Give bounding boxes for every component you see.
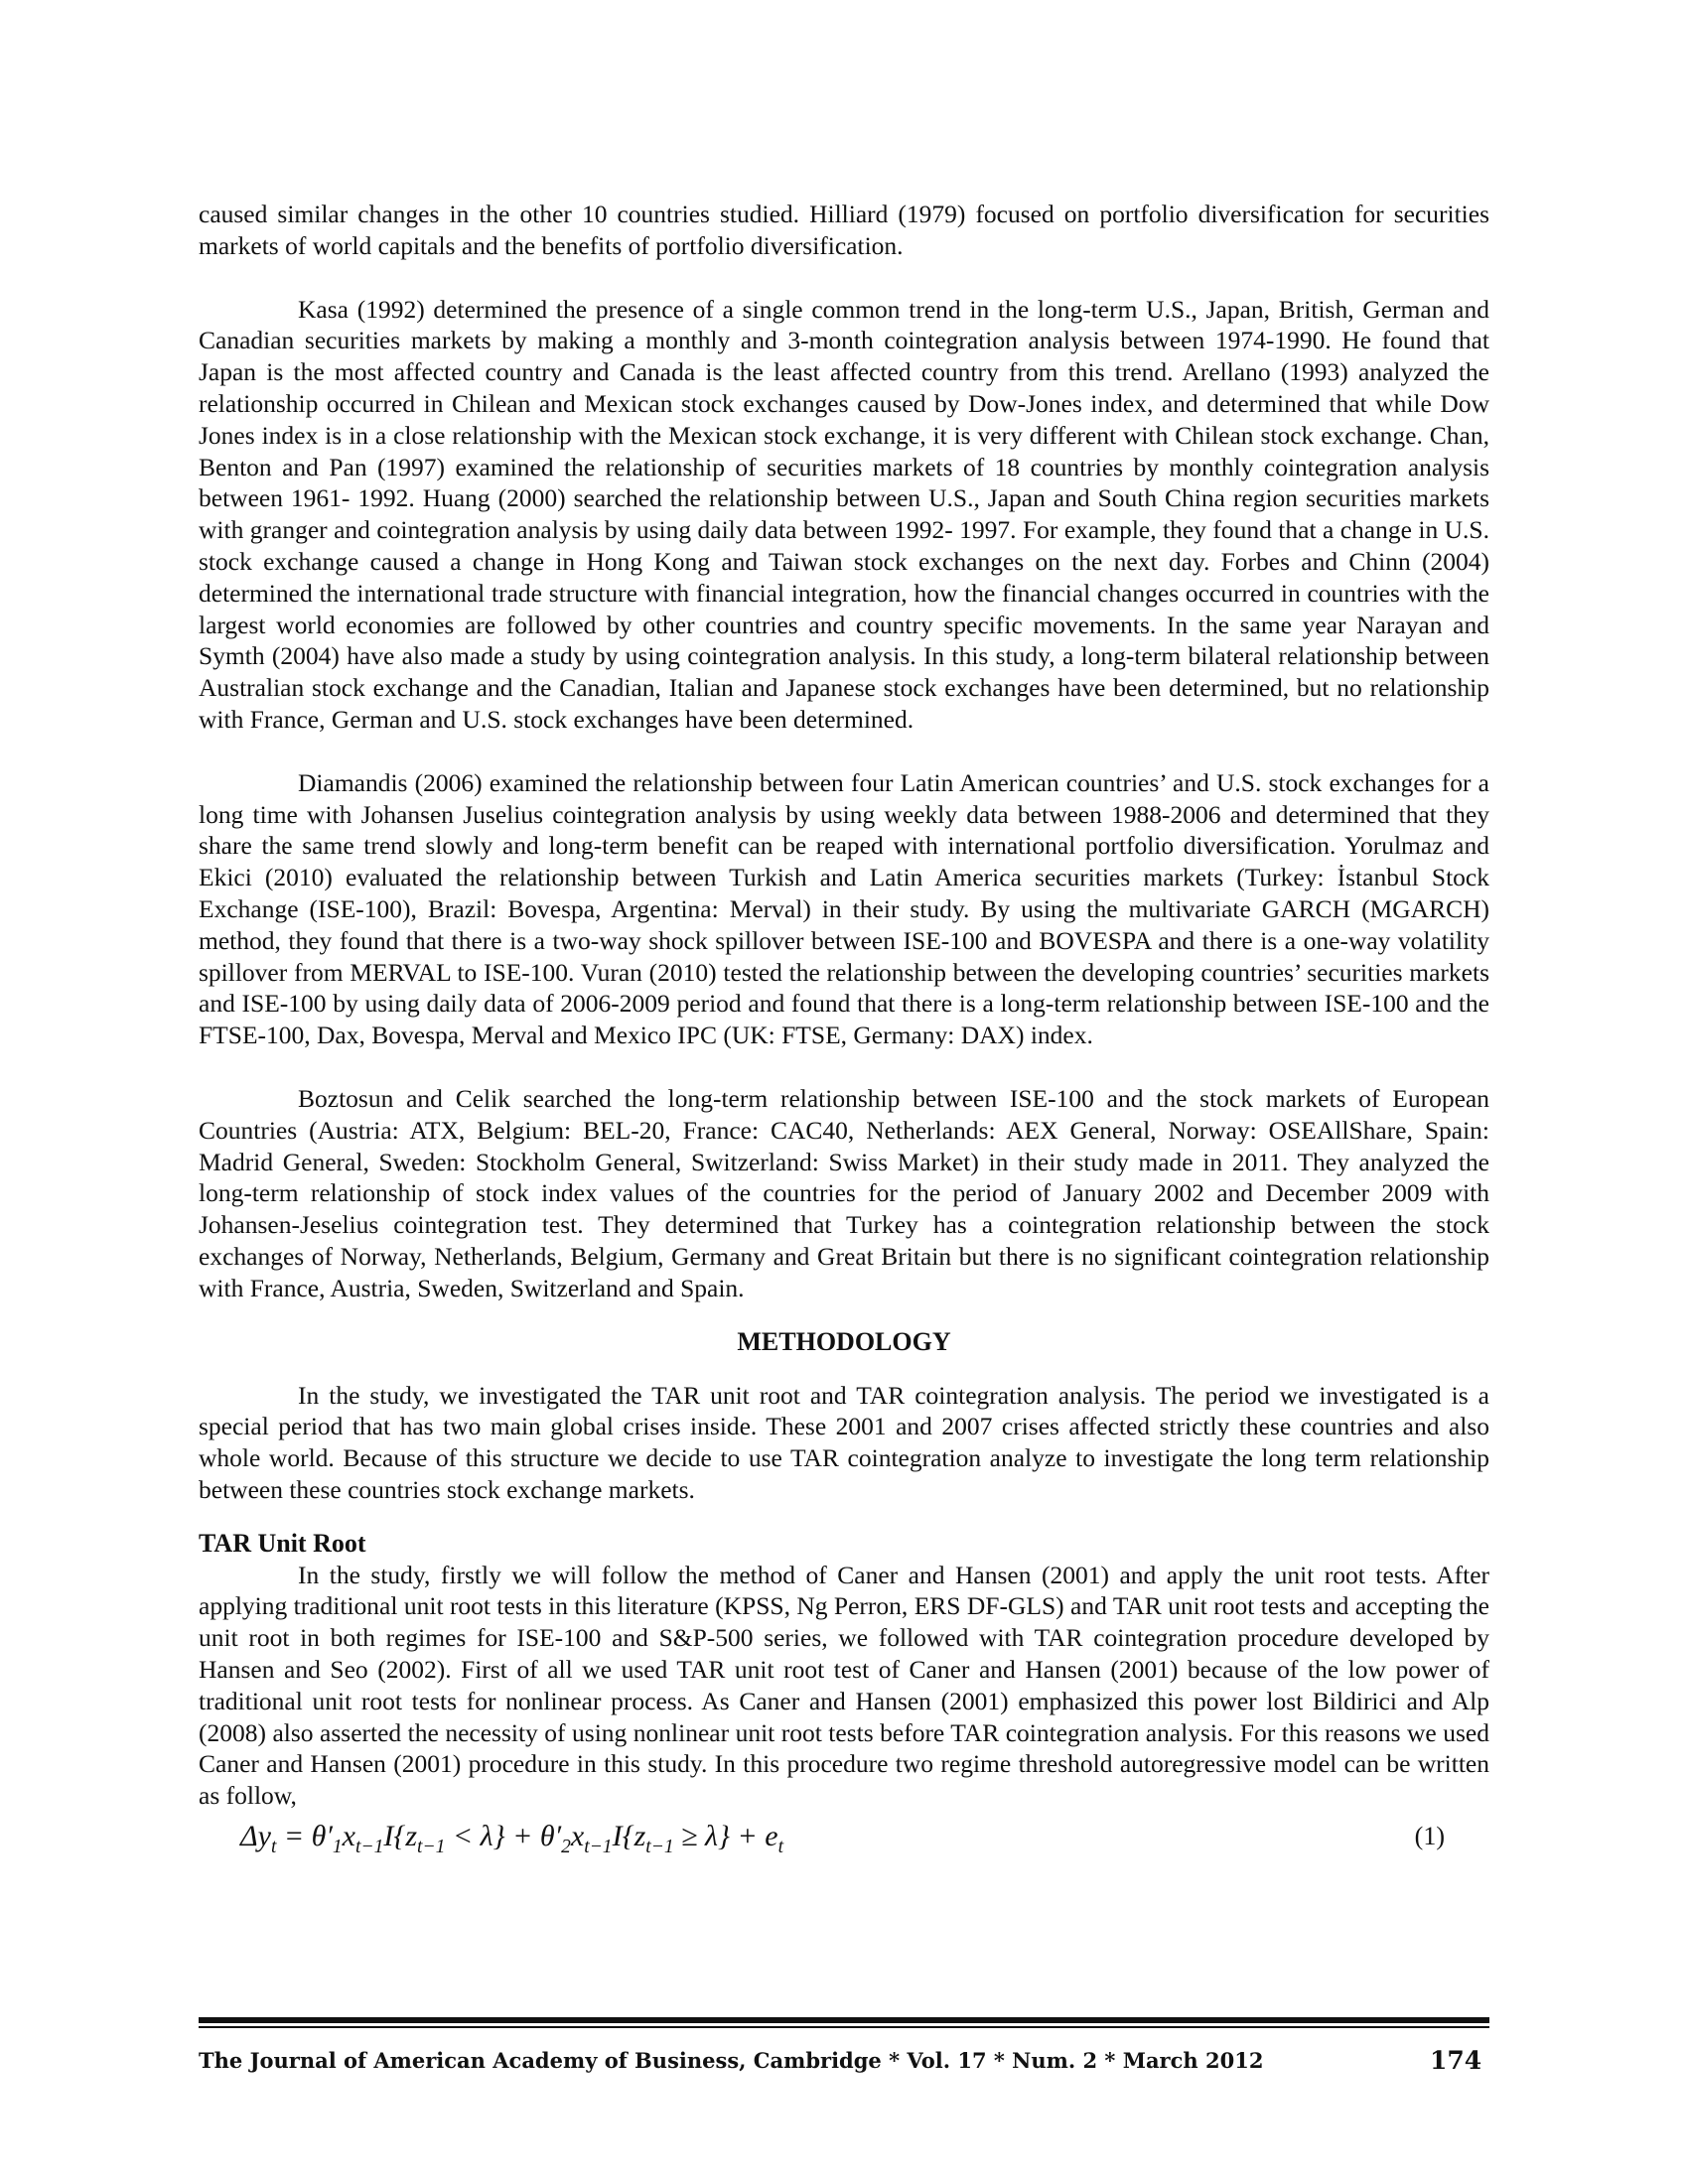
tar-unit-root-heading: TAR Unit Root	[199, 1528, 366, 1558]
paragraph-continuation: caused similar changes in the other 10 countries studied. Hilliard (1979) focused on portfolio diversification for securities markets of world capitals and the benefits of portfolio diversification.	[199, 200, 1489, 260]
paragraph-boztosun: Boztosun and Celik searched the long-term relationship between ISE-100 and the stock markets of European Countries (Austria: ATX, Belgium: BEL-20, France: CAC40, Netherlands: AEX General, Norway: OSEAllShare, Spain: Madrid General, Sweden: Stockholm General, Switzerland: Swiss Market) in their study made in 2011. They analyzed the long-term relationship of stock index values of the countries for the period of January 2002 and December 2009 with Johansen-Jeselius cointegration test. They determined that Turkey has a cointegration relationship between the stock exchanges of Norway, Netherlands, Belgium, Germany and Great Britain but there is no significant cointegration relationship with France, Austria, Sweden, Switzerland and Spain.	[199, 1083, 1489, 1302]
page-body	[199, 199, 1489, 1871]
page-number: 174	[1430, 2046, 1482, 2075]
paragraph-kasa: Kasa (1992) determined the presence of a single common trend in the long-term U.S., Japan, British, German and Canadian securities markets by making a monthly and 3-month cointegration analysis between 1974-1990. He found that Japan is the most affected country and Canada is the least affected country from this trend. Arellano (1993) analyzed the relationship occurred in Chilean and Mexican stock exchanges caused by Dow-Jones index, and determined that while Dow Jones index is in a close relationship with the Mexican stock exchange, it is very different with Chilean stock exchange. Chan, Benton and Pan (1997) examined the relationship of securities markets of 18 countries by monthly cointegration analysis between 1961- 1992. Huang (2000) searched the relationship between U.S., Japan and South China region securities markets with granger and cointegration analysis by using daily data between 1992- 1997. For example, they found that a change in U.S. stock exchange caused a change in Hong Kong and Taiwan stock exchanges on the next day. Forbes and Chinn (2004) determined the international trade structure with financial integration, how the financial changes occurred in countries with the largest world economies are followed by other countries and country specific movements. In the same year Narayan and Symth (2004) have also made a study by using cointegration analysis. In this study, a long-term bilateral relationship between Australian stock exchange and the Canadian, Italian and Japanese stock exchanges have been determined, but no relationship with France, German and U.S. stock exchanges have been determined.	[199, 294, 1489, 734]
footer-rule	[199, 2017, 1489, 2028]
footer-journal-citation: The Journal of American Academy of Business, Cambridge * Vol. 17 * Num. 2 * March 2012	[199, 2048, 1264, 2073]
methodology-heading: METHODOLOGY	[737, 1326, 951, 1356]
page-footer	[199, 2042, 1489, 2082]
equation-1	[199, 1816, 1489, 1871]
equation-number: (1)	[1414, 1822, 1445, 1851]
methodology-paragraph: In the study, we investigated the TAR unit root and TAR cointegration analysis. The period we investigated is a special period that has two main global crises inside. These 2001 and 2007 crises affected strictly these countries and also whole world. Because of this structure we decide to use TAR cointegration analyze to investigate the long term relationship between these countries stock exchange markets.	[199, 1380, 1489, 1504]
equation-formula: $\Delta y_t = \theta'_1x_{t-1}I\{z_{t-1} < \lambda\} + \theta'_2x_{t-1}I\{z_{t-1} \ge \lambda\} + e_t$	[240, 1820, 784, 1858]
paragraph-diamandis: Diamandis (2006) examined the relationship between four Latin American countries’ and U.S. stock exchanges for a long time with Johansen Juselius cointegration analysis by using weekly data between 1988-2006 and determined that they share the same trend slowly and long-term benefit can be reaped with international portfolio diversification. Yorulmaz and Ekici (2010) evaluated the relationship between Turkish and Latin America securities markets (Turkey: İstanbul Stock Exchange (ISE-100), Brazil: Bovespa, Argentina: Merval) in their study. By using the multivariate GARCH (MGARCH) method, they found that there is a two-way shock spillover between ISE-100 and BOVESPA and there is a one-way volatility spillover from MERVAL to ISE-100. Vuran (2010) tested the relationship between the developing countries’ securities markets and ISE-100 by using daily data of 2006-2009 period and found that there is a long-term relationship between ISE-100 and the FTSE-100, Dax, Bovespa, Merval and Mexico IPC (UK: FTSE, Germany: DAX) index.	[199, 767, 1489, 1050]
tar-unit-root-paragraph: In the study, firstly we will follow the method of Caner and Hansen (2001) and apply the unit root tests. After applying traditional unit root tests in this literature (KPSS, Ng Perron, ERS DF-GLS) and TAR unit root tests and accepting the unit root in both regimes for ISE-100 and S&P-500 series, we followed with TAR cointegration procedure developed by Hansen and Seo (2002). First of all we used TAR unit root test of Caner and Hansen (2001) because of the low power of traditional unit root tests for nonlinear process. As Caner and Hansen (2001) emphasized this power lost Bildirici and Alp (2008) also asserted the necessity of using nonlinear unit root tests before TAR cointegration analysis. For this reasons we used Caner and Hansen (2001) procedure in this study. In this procedure two regime threshold autoregressive model can be written as follow,	[199, 1560, 1489, 1811]
